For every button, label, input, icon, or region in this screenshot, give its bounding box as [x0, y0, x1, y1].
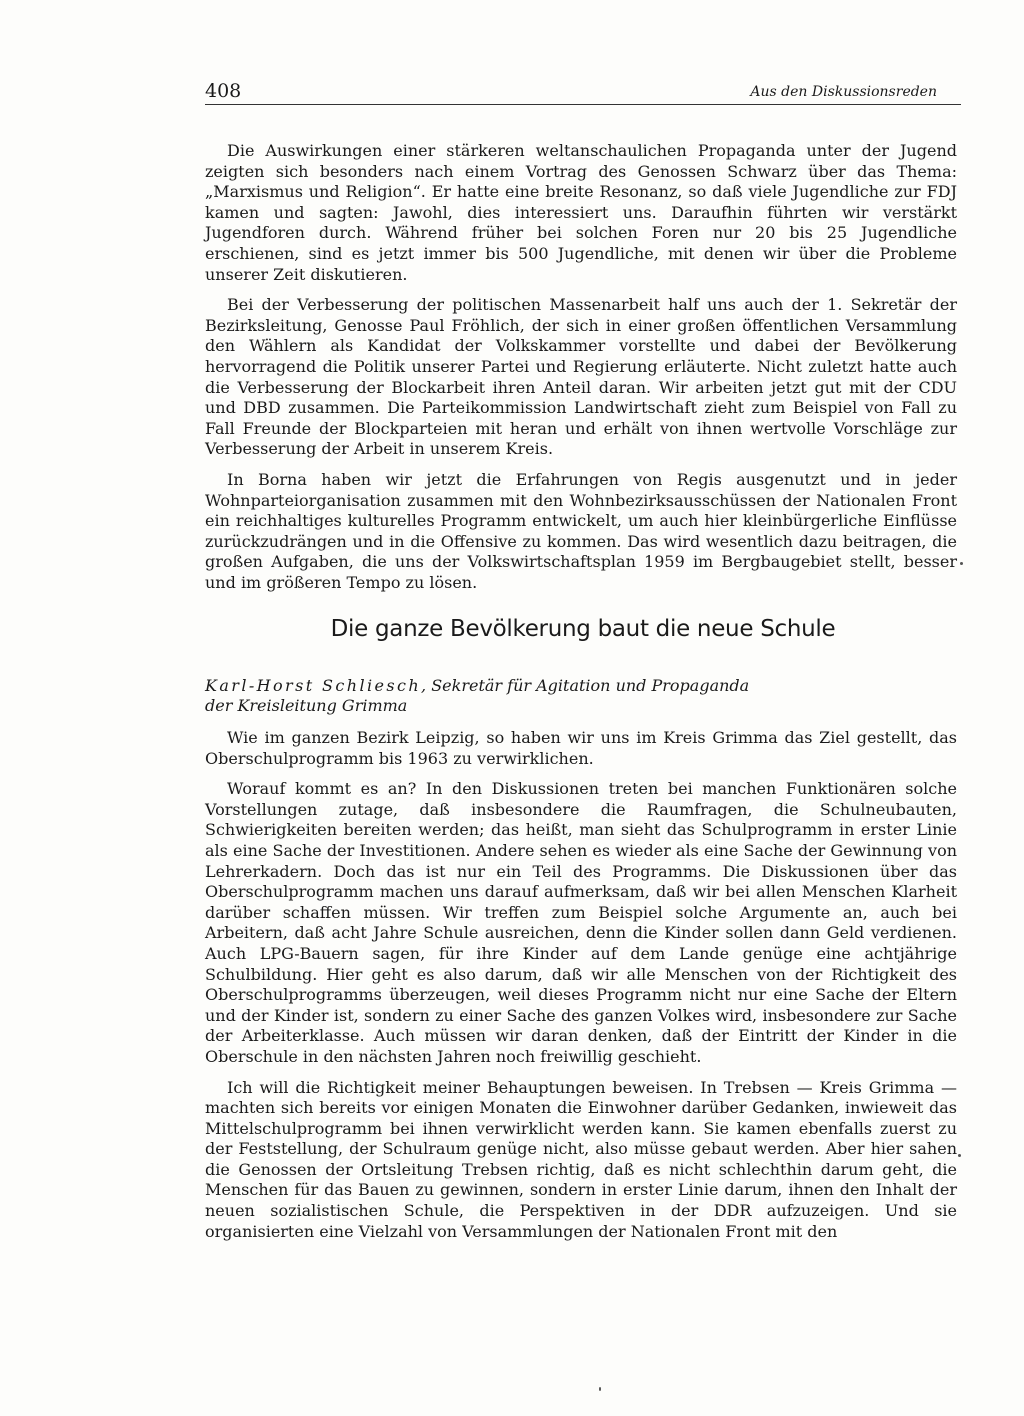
author-organization: der Kreisleitung Grimma: [205, 696, 408, 715]
paragraph: Bei der Verbesserung der politischen Massenarbeit half uns auch der 1. Sekretär der Bezirksleitung, Genosse Paul Fröhlich, der sich in einer großen öffentlichen Versammlung den Wählern als Kandidat der Volkskammer vorstellte und dabei der Bevölkerung hervorragend die Politik unserer Partei und Regierung erläuterte. Nicht zuletzt hatte auch die Verbesserung der Blockarbeit ihren Anteil daran. Wir arbeiten jetzt gut mit der CDU und DBD zusammen. Die Parteikommission Landwirtschaft zieht zum Beispiel von Fall zu Fall Freunde der Blockparteien mit heran und erhält von ihnen wertvolle Vorschläge zur Verbesserung der Arbeit in unserem Kreis.: [205, 295, 957, 459]
running-head: Aus den Diskussionsreden: [750, 84, 937, 100]
chapter-title: Die ganze Bevölkerung baut die neue Schule: [330, 616, 836, 642]
author-name: Karl-Horst Schliesch: [205, 676, 422, 695]
author-role: , Sekretär für Agitation und Propaganda: [421, 676, 750, 695]
section-1-body: [205, 141, 957, 593]
paragraph: Wie im ganzen Bezirk Leipzig, so haben wir uns im Kreis Grimma das Ziel gestellt, das Oberschulprogramm bis 1963 zu verwirklichen.: [205, 728, 957, 768]
print-speck: [958, 1154, 961, 1157]
print-speck: [960, 562, 963, 565]
print-speck: [599, 1387, 601, 1391]
paragraph: Worauf kommt es an? In den Diskussionen treten bei manchen Funktionären solche Vorstellungen zutage, daß insbesondere die Raumfragen, die Schulneubauten, Schwierigkeiten bereiten werden; das heißt, man sieht das Schulprogramm in erster Linie als eine Sache der Investitionen. Andere sehen es wieder als eine Sache der Gewinnung von Lehrerkadern. Doch das ist nur ein Teil des Programms. Die Diskussionen über das Oberschulprogramm machen uns darauf aufmerksam, daß wir bei allen Menschen Klarheit darüber schaffen müssen. Wir treffen zum Beispiel solche Argumente an, auch bei Arbeitern, daß acht Jahre Schule ausreichen, denn die Kinder sollen dann Geld verdienen. Auch LPG-Bauern sagen, für ihre Kinder auf dem Lande genüge eine achtjährige Schulbildung. Hier geht es also darum, daß wir alle Menschen von der Richtigkeit des Oberschulprogramms überzeugen, weil dieses Programm nicht nur eine Sache der Eltern und der Kinder ist, sondern zu einer Sache des ganzen Volkes wird, insbesondere zur Sache der Arbeiterklasse. Auch müssen wir daran denken, daß der Eintritt der Kinder in die Oberschule in den nächsten Jahren noch freiwillig geschieht.: [205, 779, 957, 1066]
paragraph: Ich will die Richtigkeit meiner Behauptungen beweisen. In Trebsen — Kreis Grimma — machten sich bereits vor einigen Monaten die Einwohner darüber Gedanken, inwieweit das Mittelschulprogramm bei ihnen verwirklicht werden kann. Sie kamen ebenfalls zuerst zu der Feststellung, der Schulraum genüge nicht, also müsse gebaut werden. Aber hier sahen die Genossen der Ortsleitung Trebsen richtig, daß es nicht schlechthin darum geht, die Menschen für das Bauen zu gewinnen, sondern in erster Linie darum, ihnen den Inhalt der neuen sozialistischen Schule, die Perspektiven in der DDR aufzuzeigen. Und sie organisierten eine Vielzahl von Versammlungen der Nationalen Front mit den: [205, 1077, 957, 1241]
section-2-body: [205, 728, 957, 1242]
paragraph: In Borna haben wir jetzt die Erfahrungen von Regis ausgenutzt und in jeder Wohnparteiorganisation zusammen mit den Wohnbezirksausschüssen der Nationalen Front ein reichhaltiges kulturelles Programm entwickelt, um auch hier kleinbürgerliche Einflüsse zurückzudrängen und in die Offensive zu kommen. Das wird wesentlich dazu beitragen, die großen Aufgaben, die uns der Volkswirtschaftsplan 1959 im Bergbaugebiet stellt, besser und im größeren Tempo zu lösen.: [205, 469, 957, 592]
author-byline: [205, 676, 957, 716]
page-header: [205, 80, 961, 105]
paragraph: Die Auswirkungen einer stärkeren weltanschaulichen Propaganda unter der Jugend zeigten sich besonders nach einem Vortrag des Genossen Schwarz über das Thema: „Marxismus und Religion“. Er hatte eine breite Resonanz, so daß viele Jugendliche zur FDJ kamen und sagten: Jawohl, dies interessiert uns. Daraufhin führten wir verstärkt Jugendforen durch. Während früher bei solchen Foren nur 20 bis 25 Jugendliche erschienen, sind es jetzt immer bis 500 Jugendliche, mit denen wir über die Probleme unserer Zeit diskutieren.: [205, 141, 957, 284]
page-number: 408: [205, 80, 242, 102]
